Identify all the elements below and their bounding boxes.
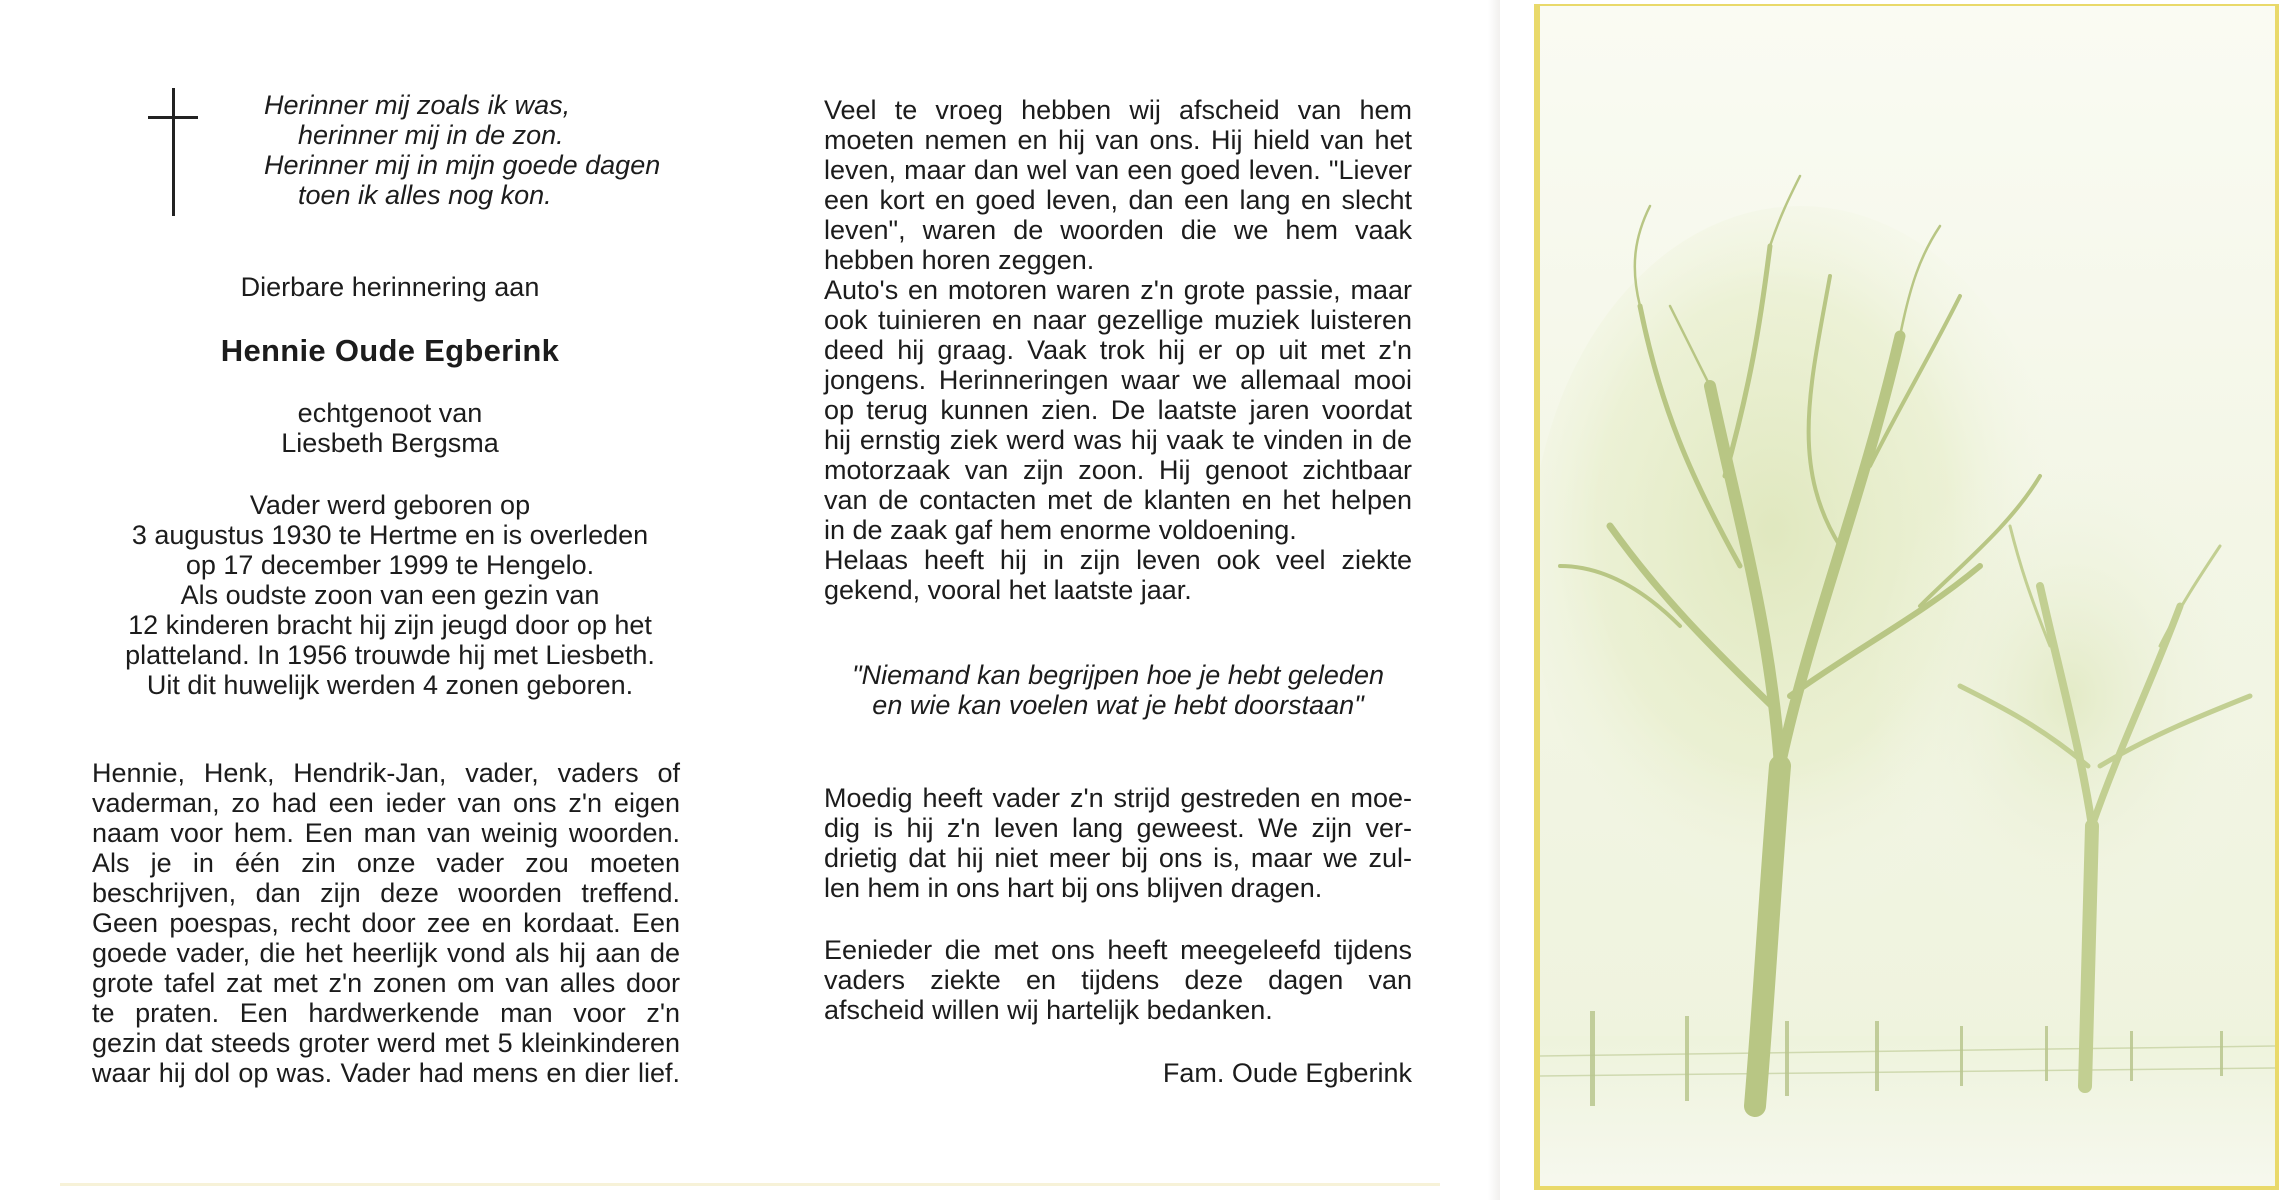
story-line: Auto's en motoren waren z'n grote passie, maar [824, 275, 1412, 305]
deceased-name: Hennie Oude Egberink [220, 333, 560, 368]
family-signature: Fam. Oude Egberink [1162, 1058, 1412, 1088]
tribute-line: Geen poespas, recht door zee en kordaat. Een [92, 908, 680, 938]
spouse-line: echtgenoot van [297, 398, 483, 428]
story-line: ook tuinieren en naar gezellige muziek luisteren [824, 305, 1412, 335]
frosted-trees-image [1540, 6, 2275, 1186]
closing-paragraph [824, 783, 1412, 903]
story-line: in de zaak gaf hem enorme voldoening. [824, 515, 1297, 545]
closing-line: dig is hij z'n leven lang geweest. We zijn ver- [824, 813, 1412, 843]
tribute-line: beschrijven, dan zijn deze woorden treffend. [92, 878, 680, 908]
bio-line: Als oudste zoon van een gezin van [180, 580, 600, 610]
bio-line: platteland. In 1956 trouwde hij met Liesbeth. [125, 640, 655, 670]
tribute-line: gezin dat steeds groter werd met 5 kleinkinderen [92, 1028, 680, 1058]
story-line: leven, maar dan wel van een goed leven. "Liever [824, 155, 1412, 185]
story-line: deed hij graag. Vaak trok hij er op uit met z'n [824, 335, 1412, 365]
tribute-line: goede vader, die het heerlijk vond als hij aan de [92, 938, 680, 968]
thanks-line: afscheid willen wij hartelijk bedanken. [824, 995, 1273, 1025]
winter-trees-photo [1540, 6, 2275, 1186]
closing-line: len hem in ons hart bij ons blijven dragen. [824, 873, 1323, 903]
story-line: motorzaak van zijn zoon. Hij genoot zichtbaar [824, 455, 1412, 485]
memorial-poem [260, 90, 680, 210]
bio-line: 3 augustus 1930 te Hertme en is overleden [131, 520, 649, 550]
story-line: gekend, vooral het laatste jaar. [824, 575, 1192, 605]
closing-line: Moedig heeft vader z'n strijd gestreden en moe- [824, 783, 1412, 813]
story-line: Helaas heeft hij in zijn leven ook veel ziekte [824, 545, 1412, 575]
closing-line: drietig dat hij niet meer bij ons is, maar we zul- [824, 843, 1412, 873]
tribute-line: naam voor hem. Een man van weinig woorden. [92, 818, 680, 848]
bio-line: op 17 december 1999 te Hengelo. [185, 550, 595, 580]
story-line: hij ernstig ziek werd was hij vaak te vinden in de [824, 425, 1412, 455]
bio-line: Uit dit huwelijk werden 4 zonen geboren. [146, 670, 634, 700]
quote-line: "Niemand kan begrijpen hoe je hebt geleden [852, 660, 1384, 690]
cross-icon [148, 88, 198, 216]
tribute-line: grote tafel zat met z'n zonen om van alles door [92, 968, 680, 998]
story-paragraph [824, 95, 1412, 605]
story-line: leven", waren de woorden die we hem vaak [824, 215, 1412, 245]
tribute-line: vaderman, zo had een ieder van ons z'n eigen [92, 788, 680, 818]
bio-line: 12 kinderen bracht hij zijn jeugd door op het [128, 610, 652, 640]
tribute-line: Als je in één zin onze vader zou moeten [92, 848, 680, 878]
story-line: jongens. Herinneringen waar we allemaal mooi [824, 365, 1412, 395]
memorial-quote [824, 660, 1412, 720]
tribute-line: Hennie, Henk, Hendrik-Jan, vader, vaders of [92, 758, 680, 788]
story-line: een kort en goed leven, dan een lang en slecht [824, 185, 1412, 215]
story-line: hebben horen zeggen. [824, 245, 1095, 275]
poem-line: toen ik alles nog kon. [298, 180, 552, 210]
tribute-paragraph [92, 758, 680, 1088]
spouse-info [60, 398, 720, 458]
bio-line: Vader werd geboren op [249, 490, 531, 520]
story-line: op terug kunnen zien. De laatste jaren voordat [824, 395, 1412, 425]
spouse-line: Liesbeth Bergsma [281, 428, 499, 458]
poem-line: Herinner mij in mijn goede dagen [264, 150, 661, 180]
thanks-paragraph [824, 935, 1412, 1025]
quote-line: en wie kan voelen wat je hebt doorstaan" [872, 690, 1364, 720]
story-line: Veel te vroeg hebben wij afscheid van hem [824, 95, 1412, 125]
card-bottom-edge [60, 1183, 1440, 1186]
dear-memory-heading: Dierbare herinnering aan [240, 272, 540, 302]
story-line: van de contacten met de klanten en het helpen [824, 485, 1412, 515]
thanks-line: vaders ziekte en tijdens deze dagen van [824, 965, 1412, 995]
tribute-line: waar hij dol op was. Vader had mens en dier lief. [92, 1058, 680, 1088]
poem-line: herinner mij in de zon. [298, 120, 564, 150]
poem-line: Herinner mij zoals ik was, [264, 90, 571, 120]
thanks-line: Eenieder die met ons heeft meegeleefd tijdens [824, 935, 1412, 965]
card-fold [1488, 0, 1500, 1200]
tribute-line: te praten. Een hardwerkende man voor z'n [92, 998, 680, 1028]
biography [60, 490, 720, 700]
story-line: moeten nemen en hij van ons. Hij hield van het [824, 125, 1412, 155]
